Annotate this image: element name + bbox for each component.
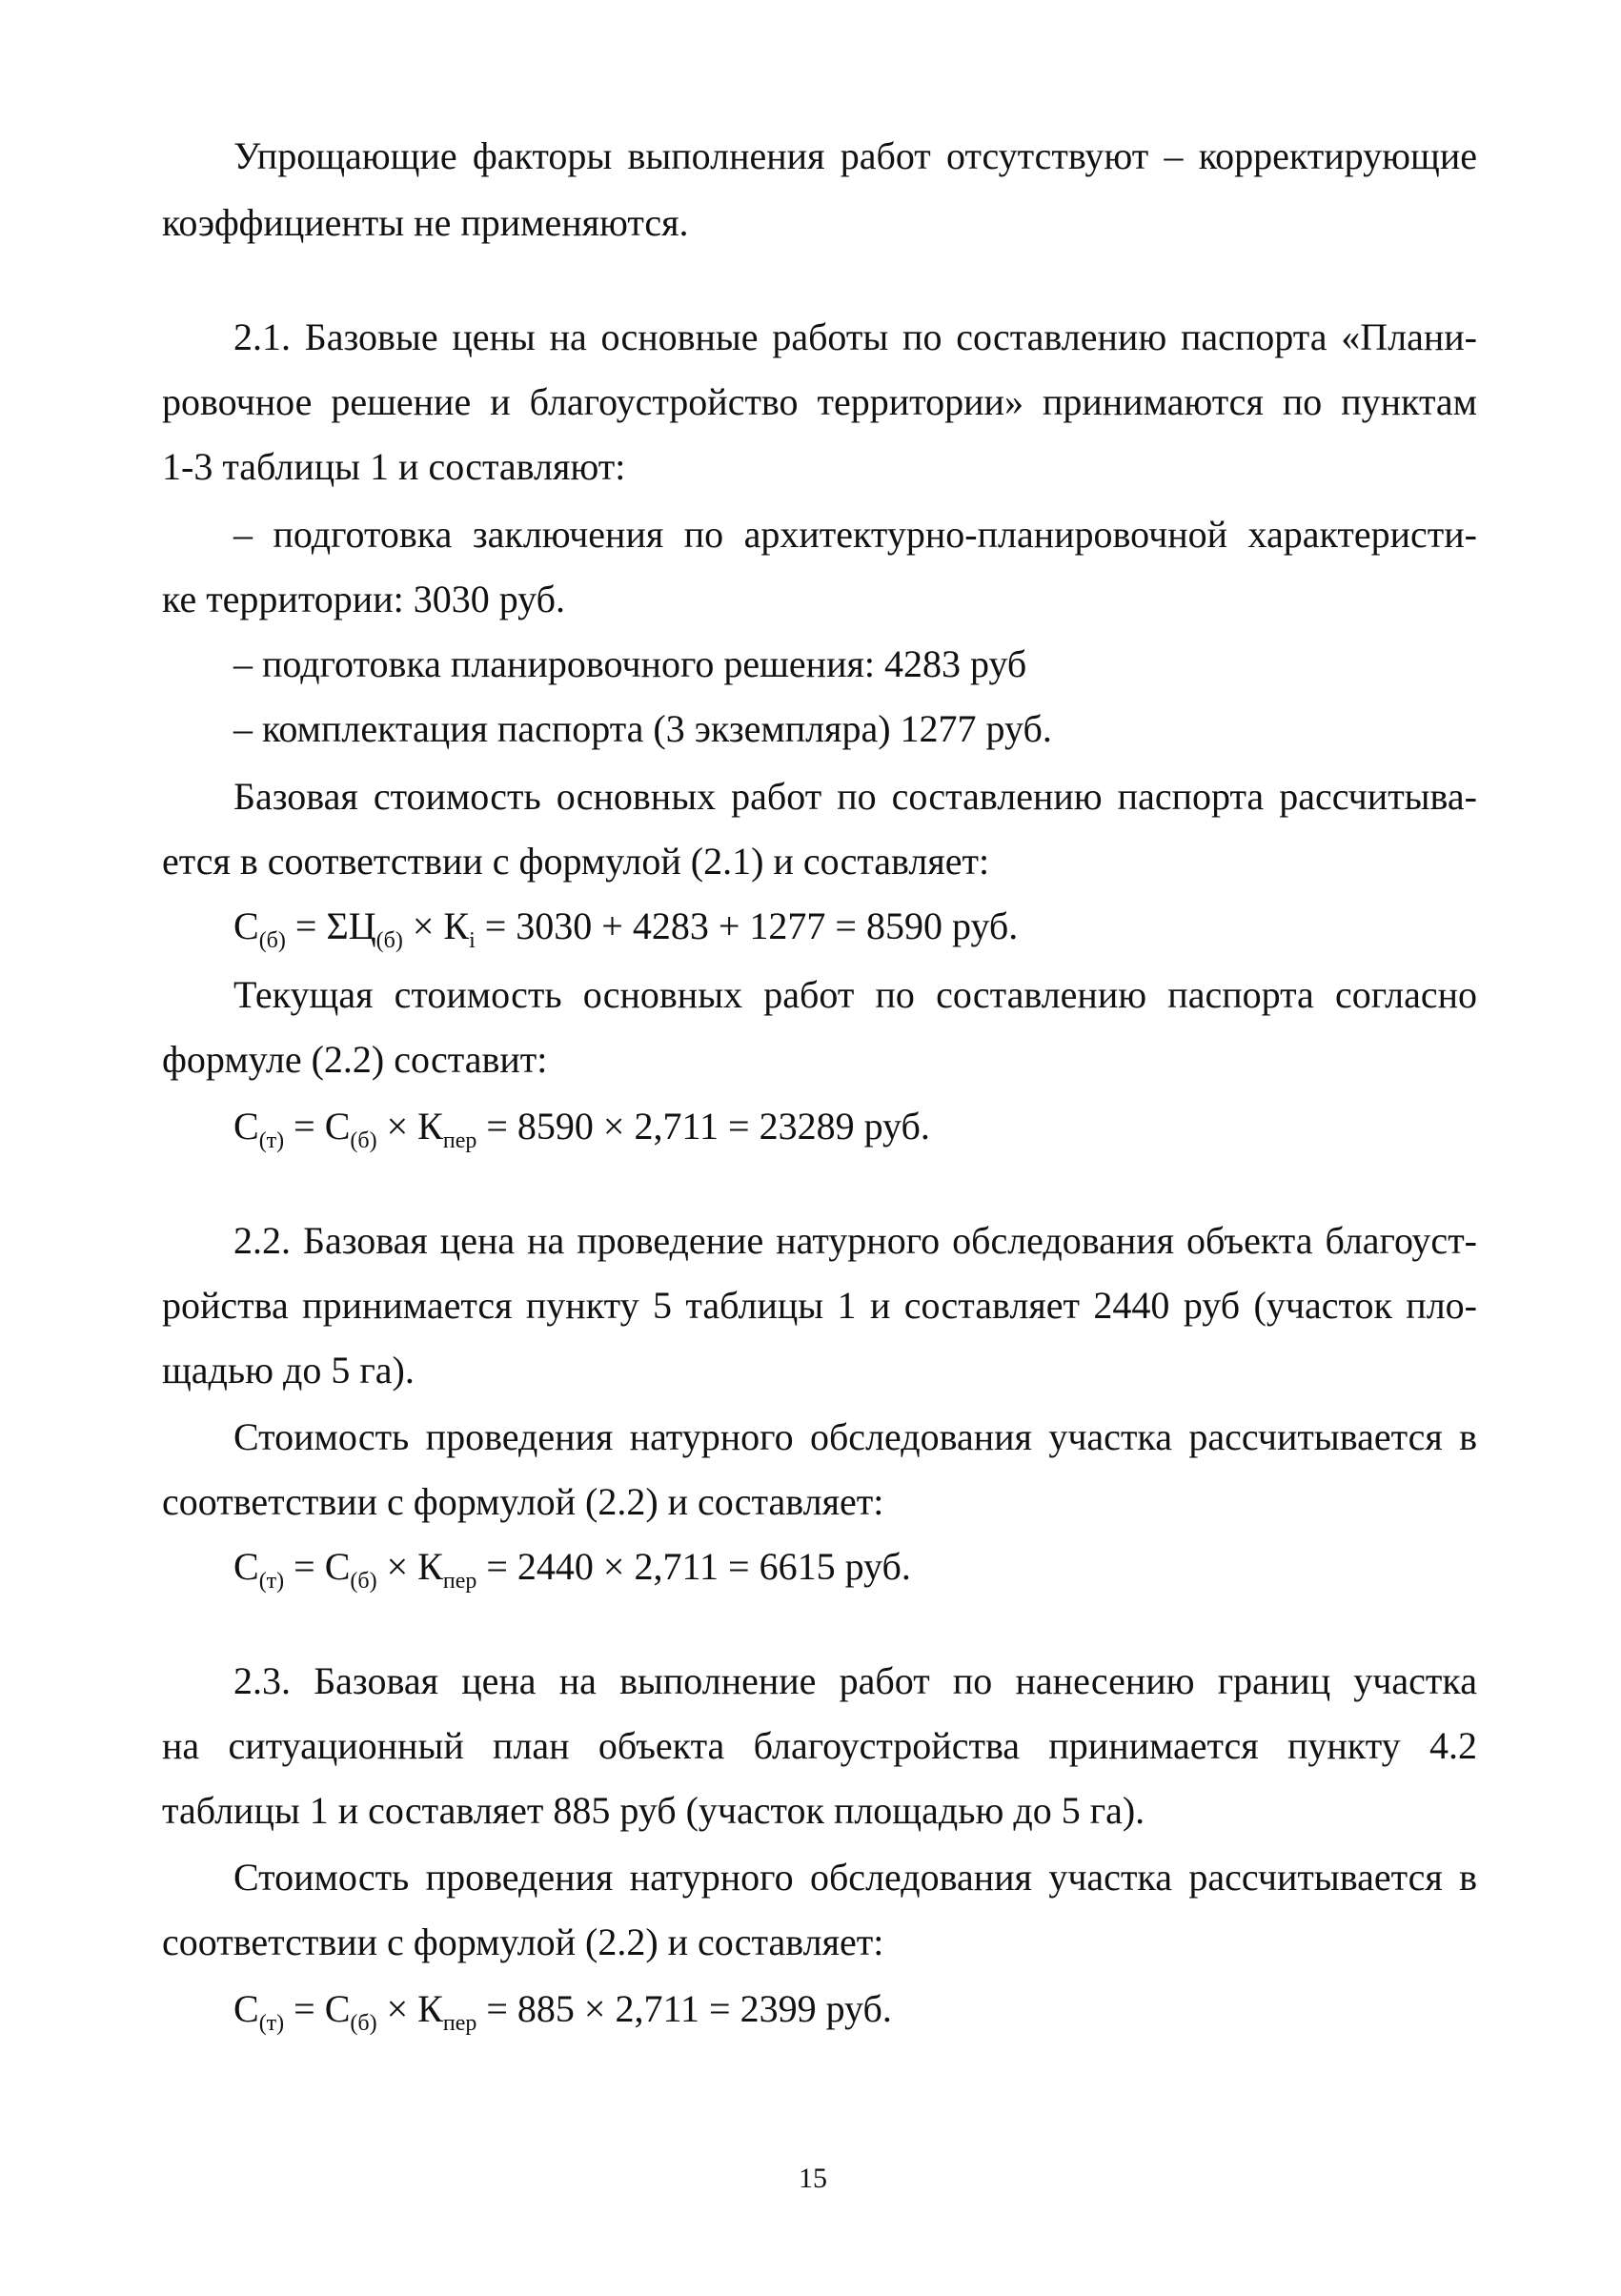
section-2-2-line-3: щадью до 5 га).	[162, 1349, 415, 1392]
current-cost-line-1: Текущая стоимость основных работ по составлению паспорта согласно	[233, 973, 1477, 1016]
section-2-1-line-2: ровочное решение и благоустройство территории» принимаются по пунктам	[162, 380, 1477, 423]
bullet-1-line-2: ке территории: 3030 руб.	[162, 578, 566, 620]
bullet-3: – комплектация паспорта (3 экземпляра) 1277 руб.	[233, 707, 1052, 750]
formula-base-cost: $С_{(б)} = \Sigma Ц_{(б)} \times К_i = 3030 + 4283 + 1277 = 8590$ руб.	[233, 904, 1019, 953]
formula-section-2-2: $С_{(т)} = С_{(б)} \times К_{пер} = 2440 \times 2,711 = 6615$ руб.	[233, 1545, 911, 1594]
section-2-2-cost-line-1: Стоимость проведения натурного обследования участка рассчитывается в	[233, 1415, 1477, 1458]
bullet-1-line-1: – подготовка заключения по архитектурно-планировочной характеристи-	[233, 513, 1477, 556]
section-2-3-cost-line-1: Стоимость проведения натурного обследования участка рассчитывается в	[233, 1856, 1477, 1899]
section-2-3-line-2: на ситуационный план объекта благоустройства принимается пункту 4.2	[162, 1724, 1477, 1767]
page-number: 15	[799, 2163, 827, 2194]
formula-current-cost: $С_{(т)} = С_{(б)} \times К_{пер} = 8590 \times 2,711 = 23289$ руб.	[233, 1105, 930, 1153]
section-2-1-line-3: 1-3 таблицы 1 и составляют:	[162, 445, 626, 488]
bullet-2: – подготовка планировочного решения: 4283 руб	[233, 642, 1027, 685]
intro-line-2: коэффициенты не применяются.	[162, 201, 689, 244]
section-2-3-line-1: 2.3. Базовая цена на выполнение работ по нанесению границ участка	[233, 1659, 1477, 1702]
base-cost-line-1: Базовая стоимость основных работ по составлению паспорта рассчитыва-	[233, 775, 1477, 818]
section-2-3-cost-line-2: соответствии с формулой (2.2) и составляет:	[162, 1920, 884, 1963]
section-2-3-line-3: таблицы 1 и составляет 885 руб (участок площадью до 5 га).	[162, 1789, 1145, 1832]
section-2-2-cost-line-2: соответствии с формулой (2.2) и составляет:	[162, 1480, 884, 1523]
current-cost-line-2: формуле (2.2) составит:	[162, 1038, 548, 1081]
formula-section-2-3: $С_{(т)} = С_{(б)} \times К_{пер} = 885 \times 2,711 = 2399$ руб.	[233, 1987, 892, 2036]
section-2-2-line-1: 2.2. Базовая цена на проведение натурного обследования объекта благоуст-	[233, 1219, 1477, 1262]
base-cost-line-2: ется в соответствии с формулой (2.1) и составляет:	[162, 840, 990, 883]
section-2-1-line-1: 2.1. Базовые цены на основные работы по составлению паспорта «Плани-	[233, 315, 1477, 358]
section-2-2-line-2: ройства принимается пункту 5 таблицы 1 и составляет 2440 руб (участок пло-	[162, 1284, 1477, 1327]
intro-line-1: Упрощающие факторы выполнения работ отсутствуют – корректирующие	[233, 134, 1477, 177]
